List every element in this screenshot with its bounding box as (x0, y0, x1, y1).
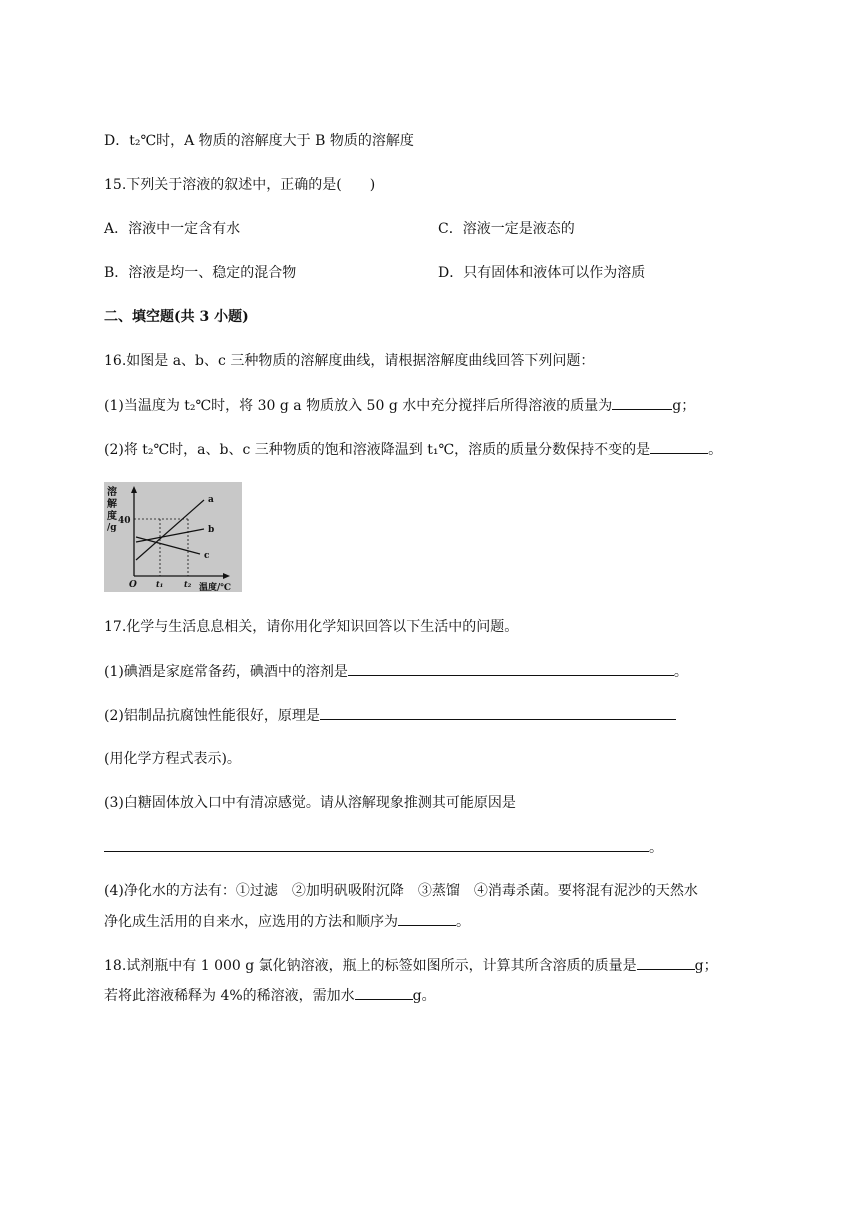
q17-part2-text: (2)铝制品抗腐蚀性能很好，原理是 (104, 708, 320, 724)
q17-part1 (104, 661, 688, 682)
q17-blank-4[interactable] (398, 911, 456, 926)
q17-part1-text: (1)碘酒是家庭常备药，碘酒中的溶剂是 (104, 664, 348, 680)
q16-part1 (104, 395, 695, 416)
q17-blank-2[interactable] (320, 705, 676, 720)
q17-part2 (104, 705, 676, 726)
q17-stem: 17.化学与生活息息相关，请你用化学知识回答以下生活中的问题。 (104, 619, 519, 635)
section-title: 二、填空题(共 3 小题) (104, 309, 249, 325)
q17-part3: (3)白糖固体放入口中有清凉感觉。请从溶解现象推测其可能原因是 (104, 795, 516, 811)
curve-a-label: a (208, 495, 214, 505)
y-axis-arrow (131, 486, 137, 493)
curve-c-label: c (204, 551, 210, 561)
q16-stem: 16.如图是 a、b、c 三种物质的溶解度曲线，请根据溶解度曲线回答下列问题： (104, 353, 595, 369)
q17-part2-note: (用化学方程式表示)。 (104, 751, 241, 767)
q18-blank-1[interactable] (637, 955, 695, 970)
y-tick-40: 40 (118, 516, 131, 526)
curve-b-label: b (208, 525, 215, 535)
q18-line1 (104, 955, 718, 976)
q17-part3-answer (104, 837, 663, 858)
q18-line2 (104, 985, 436, 1006)
q15-stem: 15.下列关于溶液的叙述中，正确的是( ) (104, 177, 376, 193)
curve-a (136, 500, 204, 560)
q17-part1-end: 。 (673, 664, 688, 680)
t2-label: t₂ (184, 579, 192, 589)
q17-part4-line1: (4)净化水的方法有：①过滤 ②加明矾吸附沉降 ③蒸馏 ④消毒杀菌。要将混有泥沙的天然水 (104, 883, 698, 899)
q17-part4-line2 (104, 911, 470, 932)
q16-blank-2[interactable] (650, 439, 708, 454)
y-label-4: /g (107, 523, 117, 533)
q16-blank-1[interactable] (612, 395, 672, 410)
q17-part3-end: 。 (649, 840, 663, 856)
q18-line2-unit: g。 (412, 988, 436, 1004)
q17-blank-1[interactable] (348, 661, 674, 676)
q17-part4-text: 净化成生活用的自来水，应选用的方法和顺序为 (104, 914, 398, 930)
t1-label: t₁ (156, 579, 164, 589)
q17-blank-3[interactable] (104, 837, 649, 852)
q17-part4-end: 。 (456, 914, 470, 930)
y-label-3: 度 (107, 511, 117, 522)
q16-part1-text: (1)当温度为 t₂℃时，将 30 g a 物质放入 50 g 水中充分搅拌后所得溶液的质量为 (104, 398, 613, 414)
q15-option-c: C．溶液一定是液态的 (438, 221, 575, 237)
q15-option-d: D．只有固体和液体可以作为溶质 (438, 265, 646, 281)
q14-option-d: D．t₂℃时，A 物质的溶解度大于 B 物质的溶解度 (104, 133, 414, 149)
q15-option-b: B．溶液是均一、稳定的混合物 (104, 265, 297, 281)
q18-line1-unit: g； (694, 958, 718, 974)
q16-part2 (104, 439, 722, 460)
origin-label: O (129, 580, 137, 590)
q15-option-a: A．溶液中一定含有水 (104, 221, 241, 237)
y-label-2: 解 (107, 499, 117, 510)
y-label-1: 溶 (107, 487, 117, 498)
q18-line1-text: 18.试剂瓶中有 1 000 g 氯化钠溶液，瓶上的标签如图所示，计算其所含溶质的质量是 (104, 958, 637, 974)
q16-part2-end: 。 (708, 442, 723, 458)
x-axis-arrow (223, 573, 230, 579)
x-label: 温度/℃ (199, 583, 232, 592)
solubility-curve-figure (104, 482, 242, 592)
q16-part1-unit: g； (672, 398, 696, 414)
q18-blank-2[interactable] (355, 985, 413, 1000)
q16-part2-text: (2)将 t₂℃时，a、b、c 三种物质的饱和溶液降温到 t₁℃，溶质的质量分数保持不变的是 (104, 442, 651, 458)
q18-line2-text: 若将此溶液稀释为 4%的稀溶液，需加水 (104, 988, 355, 1004)
